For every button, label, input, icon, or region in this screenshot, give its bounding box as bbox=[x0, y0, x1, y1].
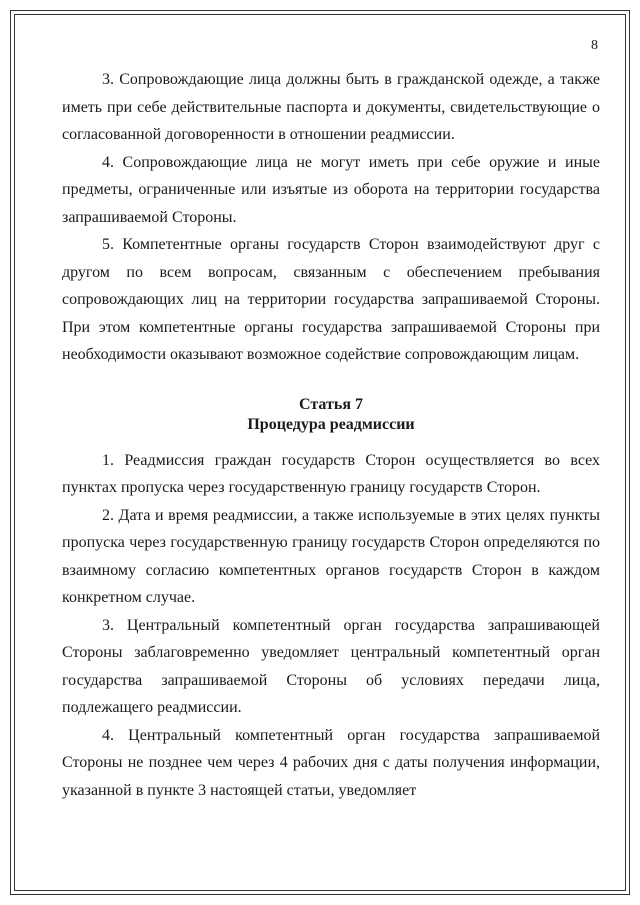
article-7-paragraph-4: 4. Центральный компетентный орган государства запрашиваемой Стороны не позднее чем через 4 рабочих дня с даты получения информации, указанной в пункте 3 настоящей статьи, уведомляет bbox=[62, 726, 600, 799]
article-number: Статья 7 bbox=[299, 395, 363, 413]
paragraph-4-escorts-weapons: 4. Сопровождающие лица не могут иметь при себе оружие и иные предметы, ограниченные или изъятые из оборота на территории государства запрашиваемой Стороны. bbox=[62, 153, 600, 226]
article-7-paragraph-3: 3. Центральный компетентный орган государства запрашивающей Стороны заблаговременно уведомляет центральный компетентный орган государства запрашиваемой Стороны об условиях передачи лица, подлежащего реадмиссии. bbox=[62, 616, 600, 716]
article-title: Процедура реадмиссии bbox=[247, 415, 415, 433]
article-heading bbox=[62, 395, 600, 435]
page-number: 8 bbox=[591, 38, 598, 53]
article-7-paragraph-2: 2. Дата и время реадмиссии, а также используемые в этих целях пункты пропуска через государственную границу государств Сторон определяются по взаимному согласию компетентных органов государств Сторон в каждом конкретном случае. bbox=[62, 506, 600, 606]
paragraph-3-escorts-clothing: 3. Сопровождающие лица должны быть в гражданской одежде, а также иметь при себе действительные паспорта и документы, свидетельствующие о согласованной договоренности в отношении реадмиссии. bbox=[62, 71, 600, 143]
paragraph-5-authorities-cooperation: 5. Компетентные органы государств Сторон взаимодействуют друг с другом по всем вопросам, связанным с обеспечением пребывания сопровождающих лиц на территории государства запрашиваемой Стороны. При этом компетентные органы государства запрашиваемой Стороны при необходимости оказывают возможное содействие сопровождающим лицам. bbox=[62, 236, 600, 363]
article-7-paragraph-1: 1. Реадмиссия граждан государств Сторон осуществляется во всех пунктах пропуска через государственную границу государств Сторон. bbox=[62, 451, 600, 496]
document-body bbox=[62, 66, 600, 804]
